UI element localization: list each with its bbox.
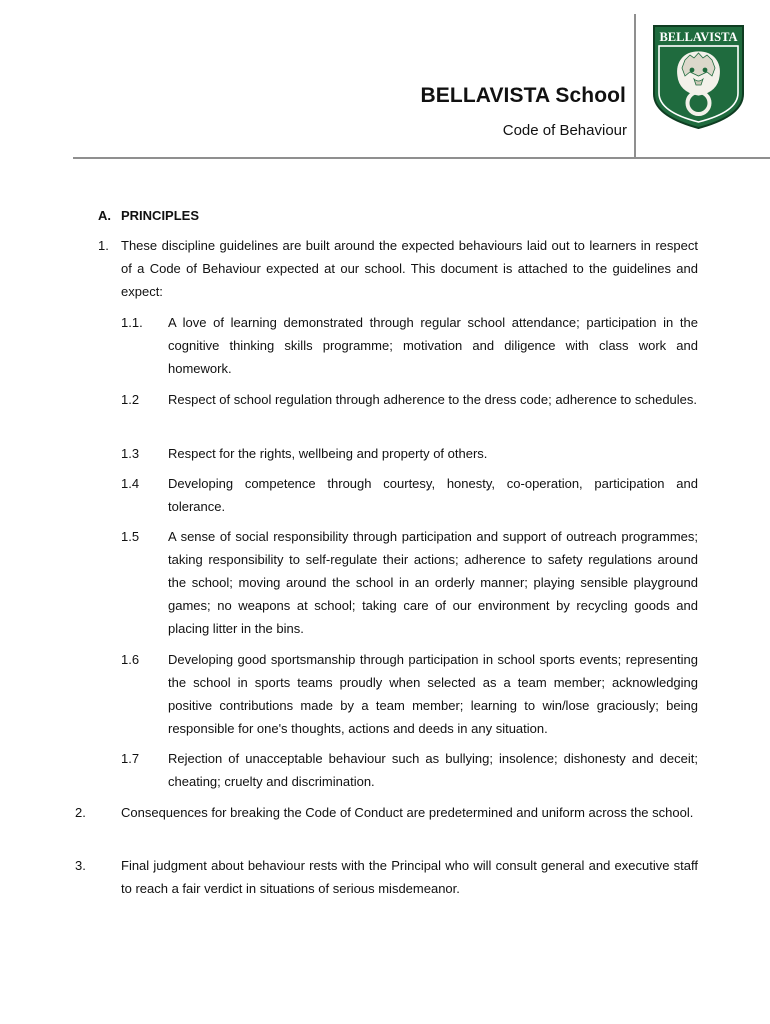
sub-list-item <box>121 388 698 411</box>
list-item <box>98 234 698 303</box>
sub-item-number: 1.4 <box>121 476 140 491</box>
header-divider <box>73 157 770 159</box>
list-item <box>75 854 698 900</box>
list-item-text: Final judgment about behaviour rests with the Principal who will consult general and executive staff to reach a fair verdict in situations of serious misdemeanor. <box>121 858 698 896</box>
section-title: PRINCIPLES <box>121 208 200 223</box>
lion-head-icon <box>677 51 721 96</box>
sub-item-number: 1.3 <box>121 446 140 461</box>
sub-item-text: Developing competence through courtesy, honesty, co-operation, participation and tolerance. <box>168 476 698 514</box>
sub-list-item <box>121 747 698 793</box>
sub-list-item <box>121 648 698 740</box>
list-item-number: 2. <box>75 805 86 820</box>
page-subtitle: Code of Behaviour <box>502 122 627 139</box>
sub-item-text: A love of learning demonstrated through regular school attendance; participation in the cognitive thinking skills programme; motivation and diligence with class work and homework. <box>168 315 698 376</box>
sub-item-number: 1.2 <box>121 392 140 407</box>
sub-item-number: 1.6 <box>121 652 140 667</box>
list-item-number: 3. <box>75 858 86 873</box>
list-item-text: These discipline guidelines are built around the expected behaviours laid out to learners in respect of a Code of Behaviour expected at our school. This document is attached to the guidelines and expect: <box>121 238 698 299</box>
page-title: BELLAVISTA School <box>420 84 626 107</box>
sub-item-text: Respect of school regulation through adherence to the dress code; adherence to schedules. <box>168 392 698 407</box>
sub-item-text: A sense of social responsibility through participation and support of outreach programmes; taking responsibility to self-regulate their actions; adherence to safety regulations around the school; moving around the school in an orderly manner; playing sensible playground games; no weapons at school; taking care of our environment by recycling goods and placing litter in the bins. <box>168 529 698 636</box>
sub-item-text: Respect for the rights, wellbeing and property of others. <box>168 446 488 461</box>
sub-list-item <box>121 442 698 465</box>
sub-item-text: Rejection of unacceptable behaviour such as bullying; insolence; dishonesty and deceit; cheating; cruelty and discrimination. <box>168 751 698 789</box>
sub-list-item <box>121 472 698 518</box>
sub-item-text: Developing good sportsmanship through participation in school sports events; representing the school in sports teams proudly when selected as a team member; acknowledging positive contributions made by a team member; learning to win/lose graciously; being responsible for one's thoughts, actions and deeds in any situation. <box>168 652 698 736</box>
section-letter: A. <box>98 208 111 223</box>
sub-item-number: 1.5 <box>121 529 140 544</box>
logo-wordmark: BELLAVISTA <box>659 30 738 44</box>
bellavista-crest-logo <box>652 24 745 130</box>
sub-list-item <box>121 525 698 640</box>
section-heading <box>98 204 199 227</box>
header-vertical-divider <box>634 14 636 158</box>
sub-list-item <box>121 311 698 380</box>
list-item-text: Consequences for breaking the Code of Conduct are predetermined and uniform across the school. <box>121 805 694 820</box>
sub-item-number: 1.1. <box>121 315 143 330</box>
list-item-number: 1. <box>98 238 109 253</box>
sub-item-number: 1.7 <box>121 751 140 766</box>
list-item <box>75 801 698 824</box>
